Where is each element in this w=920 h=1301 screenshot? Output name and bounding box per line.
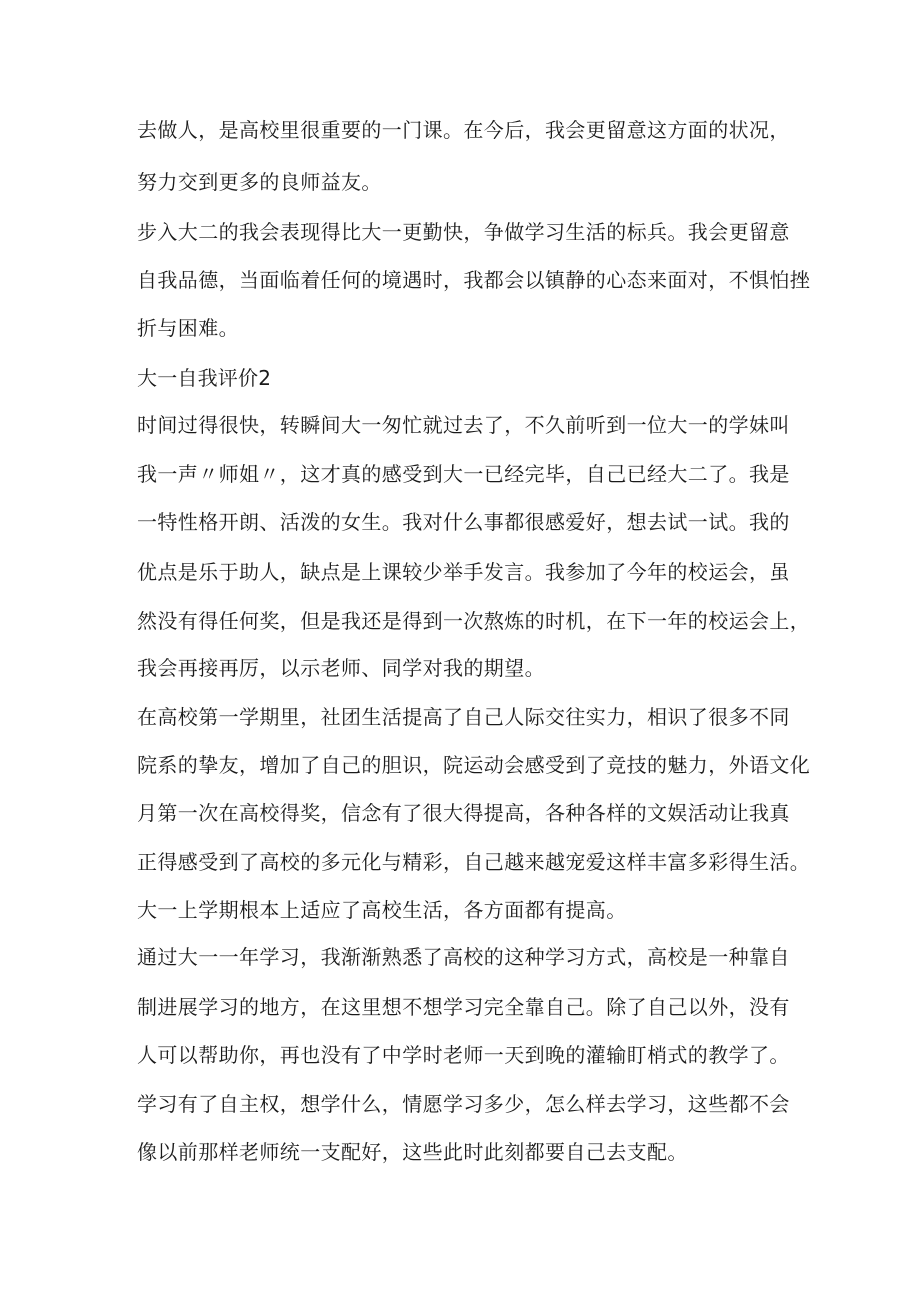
text-line: 努力交到更多的良师益友。 xyxy=(137,170,382,194)
text-line: 正得感受到了高校的多元化与精彩，自己越来越宠爱这样丰富多彩得生活。 xyxy=(137,850,811,874)
text-line: 优点是乐于助人，缺点是上课较少举手发言。我参加了今年的校运会，虽 xyxy=(137,560,790,584)
text-line: 人可以帮助你，再也没有了中学时老师一天到晚的灌输盯梢式的教学了。 xyxy=(137,1043,790,1067)
text-line: 像以前那样老师统一支配好，这些此时此刻都要自己去支配。 xyxy=(137,1140,688,1164)
text-line: 我会再接再厉，以示老师、同学对我的期望。 xyxy=(137,656,545,680)
text-line: 在高校第一学期里，社团生活提高了自己人际交往实力，相识了很多不同 xyxy=(137,705,790,729)
text-line: 折与困难。 xyxy=(137,316,239,340)
text-line: 然没有得任何奖，但是我还是得到一次熬炼的时机，在下一年的校运会上， xyxy=(137,609,811,633)
text-line: 步入大二的我会表现得比大一更勤快，争做学习生活的标兵。我会更留意 xyxy=(137,220,790,244)
text-line: 自我品德，当面临着任何的境遇时，我都会以镇静的心态来面对，不惧怕挫 xyxy=(137,268,811,292)
text-line: 去做人，是高校里很重要的一门课。在今后，我会更留意这方面的状况， xyxy=(137,118,790,142)
section-heading: 大一自我评价2 xyxy=(137,366,272,390)
text-line: 我一声〃师姐〃，这才真的感受到大一已经完毕，自己已经大二了。我是 xyxy=(137,462,790,486)
text-line: 一特性格开朗、活泼的女生。我对什么事都很感爱好，想去试一试。我的 xyxy=(137,510,790,534)
text-line: 时间过得很快，转瞬间大一匆忙就过去了，不久前听到一位大一的学妹叫 xyxy=(137,413,790,437)
text-line: 大一上学期根本上适应了高校生活，各方面都有提高。 xyxy=(137,898,627,922)
text-line: 通过大一一年学习，我渐渐熟悉了高校的这种学习方式，高校是一种靠自 xyxy=(137,945,790,969)
text-line: 学习有了自主权，想学什么，情愿学习多少，怎么样去学习，这些都不会 xyxy=(137,1092,790,1116)
text-line: 制进展学习的地方，在这里想不想学习完全靠自己。除了自己以外，没有 xyxy=(137,995,790,1019)
text-line: 月第一次在高校得奖，信念有了很大得提高，各种各样的文娱活动让我真 xyxy=(137,801,790,825)
text-line: 院系的挚友，增加了自己的胆识，院运动会感受到了竞技的魅力，外语文化 xyxy=(137,753,811,777)
